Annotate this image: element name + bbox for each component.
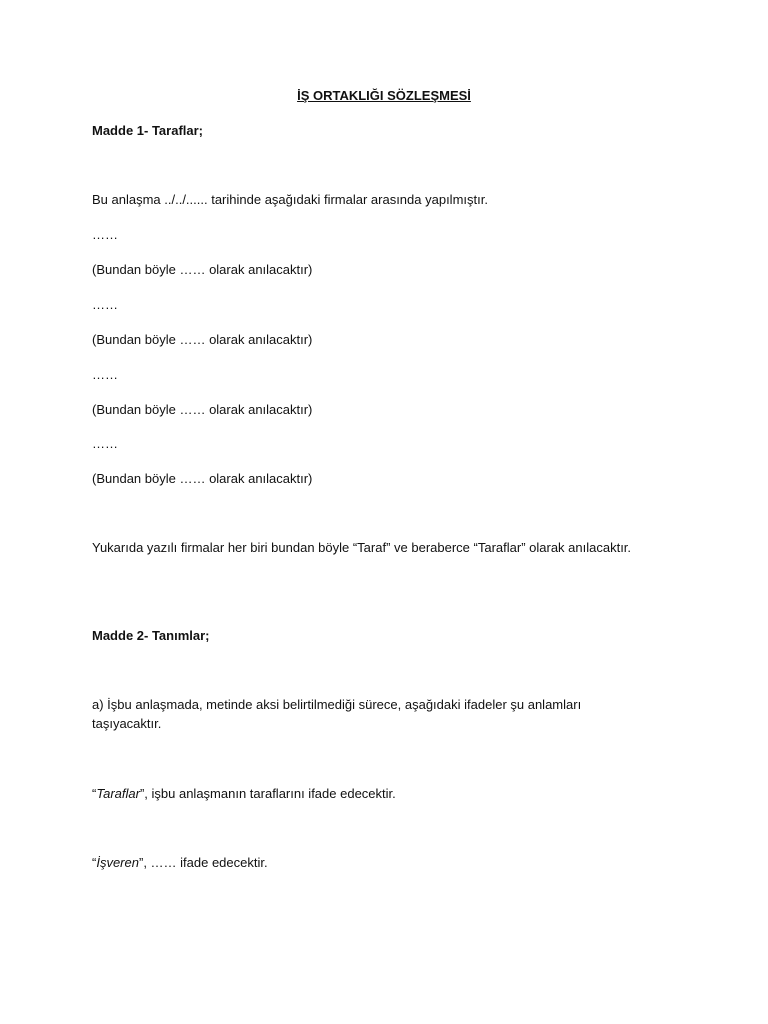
definition-isveren-term: İşveren — [96, 855, 139, 870]
party-3-alias: (Bundan böyle …… olarak anılacaktır) — [92, 402, 313, 417]
parties-summary: Yukarıda yazılı firmalar her biri bundan böyle “Taraf” ve beraberce “Taraflar” olarak anılacaktır. — [92, 540, 632, 555]
party-4-name: …… — [92, 436, 118, 451]
agreement-intro: Bu anlaşma ../../...... tarihinde aşağıdaki firmalar arasında yapılmıştır. — [92, 192, 488, 207]
madde-2-heading: Madde 2- Tanımlar; — [92, 628, 210, 643]
party-1-name: …… — [92, 227, 118, 242]
party-3-name: …… — [92, 367, 118, 382]
madde-1-heading: Madde 1- Taraflar; — [92, 123, 204, 138]
party-4-alias: (Bundan böyle …… olarak anılacaktır) — [92, 471, 313, 486]
definition-taraflar-open-quote: “ — [92, 786, 97, 801]
party-2-alias: (Bundan böyle …… olarak anılacaktır) — [92, 332, 313, 347]
definition-isveren — [92, 853, 652, 872]
party-1-alias: (Bundan böyle …… olarak anılacaktır) — [92, 262, 313, 277]
definition-taraflar-term: Taraflar — [96, 786, 140, 801]
party-2-name: …… — [92, 297, 118, 312]
definitions-intro: a) İşbu anlaşmada, metinde aksi belirtilmediği sürece, aşağıdaki ifadeler şu anlamları taşıyacaktır. — [92, 697, 582, 731]
definition-taraflar — [92, 784, 652, 803]
definition-isveren-text: ”, …… ifade edecektir. — [138, 855, 268, 870]
document-title: İŞ ORTAKLIĞI SÖZLEŞMESİ — [297, 88, 471, 103]
definition-isveren-open-quote: “ — [92, 855, 97, 870]
definition-taraflar-text: ”, işbu anlaşmanın taraflarını ifade edecektir. — [139, 786, 396, 801]
